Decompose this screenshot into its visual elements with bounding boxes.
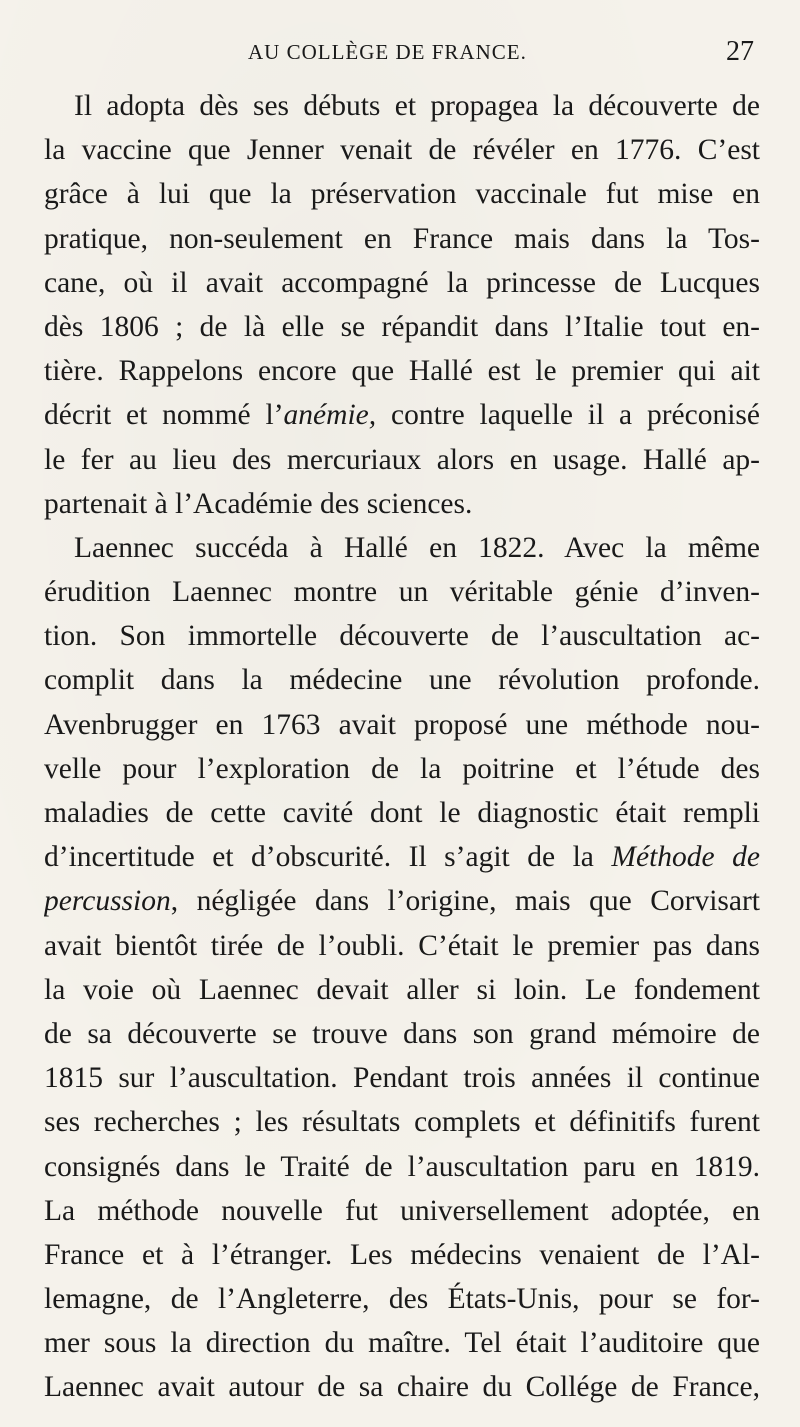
italic-text: percussion [44, 885, 171, 918]
text-line: ses recherches ; les résultats complets et définitifs furent [44, 1106, 760, 1139]
text-line [44, 835, 760, 879]
text-line: pratique, non-seulement en France mais dans la Tos- [44, 222, 760, 255]
text-line: la vaccine que Jenner venait de révéler en 1776. C’est [44, 134, 760, 167]
text-line: tière. Rappelons encore que Hallé est le premier qui ait [44, 355, 760, 388]
text-line: grâce à lui que la préservation vaccinale fut mise en [44, 178, 760, 211]
body-text [44, 84, 760, 1410]
text-line: Avenbrugger en 1763 avait proposé une méthode nou- [44, 708, 760, 741]
text-line [44, 393, 760, 437]
text-line: Laennec succéda à Hallé en 1822. Avec la même [74, 531, 760, 564]
text-line [44, 879, 760, 923]
italic-text: Méthode de [611, 841, 760, 874]
text-line: mer sous la direction du maître. Tel était l’auditoire que [44, 1327, 760, 1360]
text-line: consignés dans le Traité de l’auscultation paru en 1819. [44, 1150, 760, 1183]
running-title: AU COLLÈGE DE FRANCE. [248, 40, 527, 64]
running-head [0, 36, 800, 70]
italic-text: anémie, [283, 399, 377, 432]
text-line: la voie où Laennec devait aller si loin. Le fondement [44, 973, 760, 1006]
text-segment: contre laquelle il a préconisé [376, 399, 760, 432]
text-line: partenait à l’Académie des sciences. [44, 487, 473, 520]
text-line: Il adopta dès ses débuts et propagea la découverte de [74, 90, 760, 122]
text-line: tion. Son immortelle découverte de l’auscultation ac- [44, 620, 760, 653]
text-line: de sa découverte se trouve dans son grand mémoire de [44, 1017, 760, 1050]
text-line: France et à l’étranger. Les médecins venaient de l’Al- [44, 1238, 760, 1271]
text-line: Laennec avait autour de sa chaire du Collége de France, [44, 1371, 760, 1404]
text-line: maladies de cette cavité dont le diagnostic était rempli [44, 797, 760, 829]
page-number: 27 [726, 36, 754, 67]
text-line: complit dans la médecine une révolution profonde. [44, 664, 760, 697]
text-segment: d’incertitude et d’obscurité. Il s’agit de la [44, 841, 612, 874]
text-segment: , négligée dans l’origine, mais que Corvisart [170, 885, 760, 918]
text-line: velle pour l’exploration de la poitrine et l’étude des [44, 752, 760, 785]
text-line: avait bientôt tirée de l’oubli. C’était le premier pas dans [44, 929, 760, 962]
text-line: 1815 sur l’auscultation. Pendant trois années il continue [44, 1062, 760, 1095]
text-line: lemagne, de l’Angleterre, des États-Unis, pour se for- [44, 1283, 760, 1316]
text-line: cane, où il avait accompagné la princesse de Lucques [44, 266, 760, 299]
text-line: le fer au lieu des mercuriaux alors en usage. Hallé ap- [44, 443, 760, 476]
text-line: érudition Laennec montre un véritable génie d’inven- [44, 576, 760, 609]
text-line: La méthode nouvelle fut universellement adoptée, en [44, 1194, 760, 1227]
text-line: dès 1806 ; de là elle se répandit dans l’Italie tout en- [44, 310, 760, 343]
text-segment: décrit et nommé l’ [44, 399, 284, 432]
